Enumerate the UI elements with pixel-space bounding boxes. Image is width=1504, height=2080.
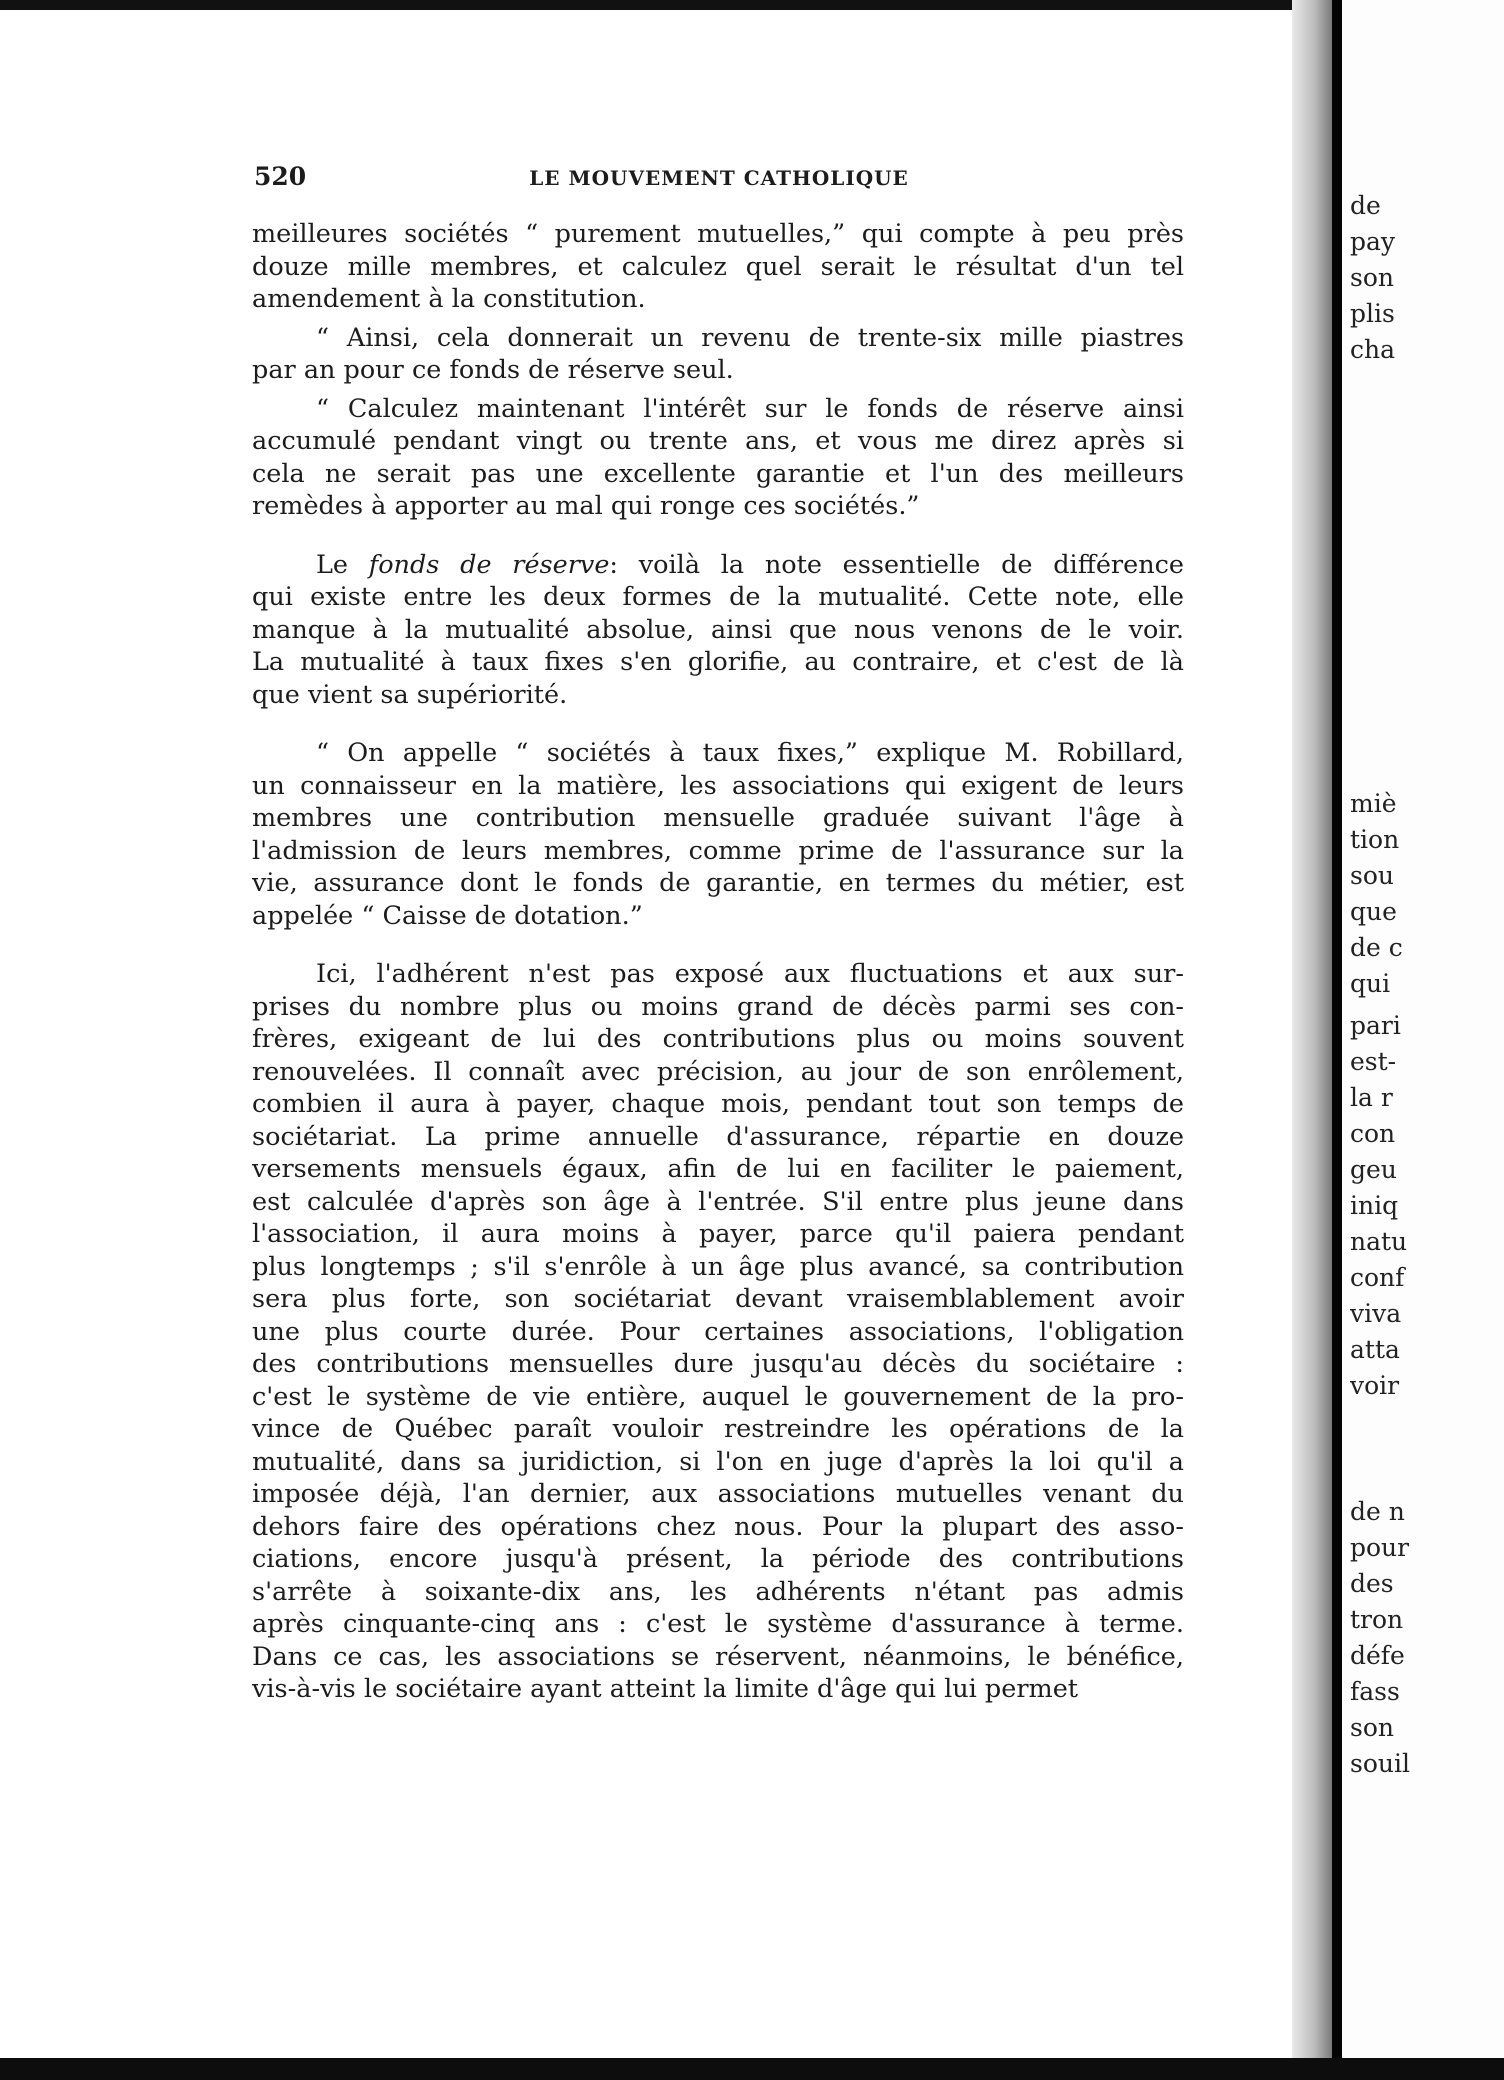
text-line: plus longtemps ; s'il s'enrôle à un âge plus avancé, sa contribution: [252, 1251, 1184, 1282]
facing-page-text-fragment: miè: [1350, 789, 1397, 818]
facing-page-text-fragment: la r: [1350, 1083, 1393, 1112]
text-line: mutualité, dans sa juridiction, si l'on en juge d'après la loi qu'il a: [252, 1446, 1184, 1477]
text-line: “ On appelle “ sociétés à taux fixes,” explique M. Robillard,: [316, 738, 1184, 768]
paragraph: [252, 393, 1184, 523]
paragraph: [252, 218, 1184, 316]
text-fragment: Le: [316, 549, 369, 580]
page-number: 520: [254, 162, 307, 191]
facing-page-text-fragment: con: [1350, 1119, 1396, 1148]
text-line: un connaisseur en la matière, les associations qui exigent de leurs: [252, 770, 1184, 801]
text-line: s'arrête à soixante-dix ans, les adhérents n'étant pas admis: [252, 1576, 1184, 1607]
text-line: ciations, encore jusqu'à présent, la période des contributions: [252, 1544, 1184, 1574]
facing-page-text-fragment: tron: [1350, 1605, 1404, 1634]
text-line: remèdes à apporter au mal qui ronge ces sociétés.”: [252, 491, 920, 521]
facing-page-text-fragment: son: [1350, 1713, 1394, 1742]
text-line: combien il aura à payer, chaque mois, pendant tout son temps de: [252, 1089, 1184, 1119]
text-line: douze mille membres, et calculez quel serait le résultat d'un tel: [252, 251, 1184, 282]
facing-page-text-fragment: de n: [1350, 1497, 1405, 1526]
paragraph: [252, 958, 1184, 1706]
facing-page-text-fragment: pari: [1350, 1011, 1401, 1040]
text-line: est calculée d'après son âge à l'entrée. S'il entre plus jeune dans: [252, 1186, 1184, 1217]
page-body: [252, 218, 1184, 1706]
text-line: que vient sa supériorité.: [252, 679, 568, 710]
text-line: Dans ce cas, les associations se réservent, néanmoins, le bénéfice,: [252, 1641, 1184, 1672]
facing-page-text-fragment: pay: [1350, 227, 1396, 256]
facing-page-text-fragment: des: [1350, 1569, 1394, 1598]
paragraph: [252, 549, 1184, 712]
running-head: LE MOUVEMENT CATHOLIQUE: [529, 166, 909, 190]
facing-page-text-fragment: sou: [1350, 861, 1394, 890]
text-line: Ici, l'adhérent n'est pas exposé aux fluctuations et aux sur-: [316, 959, 1184, 989]
facing-page-text-fragment: iniq: [1350, 1191, 1399, 1220]
text-line: dehors faire des opérations chez nous. Pour la plupart des asso-: [252, 1511, 1184, 1542]
italic-term: fonds de réserve: [368, 549, 610, 580]
text-line: vie, assurance dont le fonds de garantie, en termes du métier, est: [252, 868, 1184, 898]
text-line: sociétariat. La prime annuelle d'assurance, répartie en douze: [252, 1121, 1184, 1152]
facing-page-text-fragment: de c: [1350, 933, 1403, 962]
text-line: c'est le système de vie entière, auquel le gouvernement de la pro-: [252, 1381, 1184, 1412]
facing-page-text-fragment: geu: [1350, 1155, 1397, 1184]
scan-bottom-border: [0, 2058, 1504, 2080]
text-line: une plus courte durée. Pour certaines associations, l'obligation: [252, 1316, 1184, 1347]
text-line: après cinquante-cinq ans : c'est le système d'assurance à terme.: [252, 1609, 1184, 1639]
facing-page-text-fragment: fass: [1350, 1677, 1400, 1706]
text-line: amendement à la constitution.: [252, 284, 646, 314]
text-line: imposée déjà, l'an dernier, aux associations mutuelles venant du: [252, 1479, 1184, 1509]
facing-page-text-fragment: cha: [1350, 335, 1396, 364]
facing-page-text-fragment: atta: [1350, 1335, 1400, 1364]
text-line: [252, 549, 1184, 582]
facing-page-text-fragment: que: [1350, 897, 1397, 926]
text-line: renouvelées. Il connaît avec précision, au jour de son enrôlement,: [252, 1056, 1184, 1087]
facing-page-text-fragment: de: [1350, 191, 1381, 220]
text-line: prises du nombre plus ou moins grand de décès parmi ses con-: [252, 991, 1184, 1022]
facing-page-text-fragment: viva: [1350, 1299, 1402, 1328]
facing-page-text-fragment: plis: [1350, 299, 1395, 328]
facing-page-text-fragment: est-: [1350, 1047, 1397, 1076]
page-header: [254, 162, 1184, 202]
facing-page-text-fragment: conf: [1350, 1263, 1405, 1292]
text-line: meilleures sociétés “ purement mutuelles,” qui compte à peu près: [252, 219, 1184, 249]
text-line: des contributions mensuelles dure jusqu'au décès du sociétaire :: [252, 1349, 1184, 1379]
scan-top-border: [0, 0, 1504, 10]
text-line: versements mensuels égaux, afin de lui en faciliter le paiement,: [252, 1154, 1184, 1184]
text-line: “ Ainsi, cela donnerait un revenu de trente-six mille piastres: [316, 322, 1184, 353]
text-line: cela ne serait pas une excellente garantie et l'un des meilleurs: [252, 458, 1184, 489]
facing-page-text-fragment: souil: [1350, 1749, 1410, 1778]
facing-page-text-fragment: tion: [1350, 825, 1400, 854]
facing-page-text-fragment: pour: [1350, 1533, 1410, 1562]
text-line: qui existe entre les deux formes de la mutualité. Cette note, elle: [252, 582, 1184, 612]
text-line: l'association, il aura moins à payer, parce qu'il paiera pendant: [252, 1219, 1184, 1249]
paragraph: [252, 737, 1184, 932]
book-spine: [1332, 0, 1342, 2080]
text-line: l'admission de leurs membres, comme prime de l'assurance sur la: [252, 835, 1184, 866]
text-line: vis-à-vis le sociétaire ayant atteint la limite d'âge qui lui permet: [252, 1674, 1079, 1704]
text-line: appelée “ Caisse de dotation.”: [252, 900, 643, 931]
text-line: par an pour ce fonds de réserve seul.: [252, 355, 734, 385]
text-fragment: : voilà la note essentielle de différence: [609, 549, 1184, 580]
text-line: membres une contribution mensuelle graduée suivant l'âge à: [252, 803, 1184, 833]
text-line: manque à la mutualité absolue, ainsi que nous venons de le voir.: [252, 614, 1184, 645]
facing-page-text-fragment: qui: [1350, 969, 1391, 998]
text-line: accumulé pendant vingt ou trente ans, et vous me direz après si: [252, 426, 1184, 456]
text-line: frères, exigeant de lui des contributions plus ou moins souvent: [252, 1024, 1184, 1054]
facing-page-fragment: [1342, 0, 1504, 2080]
text-line: vince de Québec paraît vouloir restreindre les opérations de la: [252, 1414, 1184, 1444]
book-gutter-shadow: [1292, 0, 1332, 2080]
facing-page-text-fragment: son: [1350, 263, 1394, 292]
facing-page-text-fragment: voir: [1350, 1371, 1400, 1400]
paragraph: [252, 322, 1184, 387]
text-line: “ Calculez maintenant l'intérêt sur le fonds de réserve ainsi: [316, 393, 1184, 424]
facing-page-text-fragment: natu: [1350, 1227, 1408, 1256]
text-line: La mutualité à taux fixes s'en glorifie, au contraire, et c'est de là: [252, 647, 1184, 677]
facing-page-text-fragment: défe: [1350, 1641, 1405, 1670]
text-line: sera plus forte, son sociétariat devant vraisemblablement avoir: [252, 1284, 1184, 1314]
